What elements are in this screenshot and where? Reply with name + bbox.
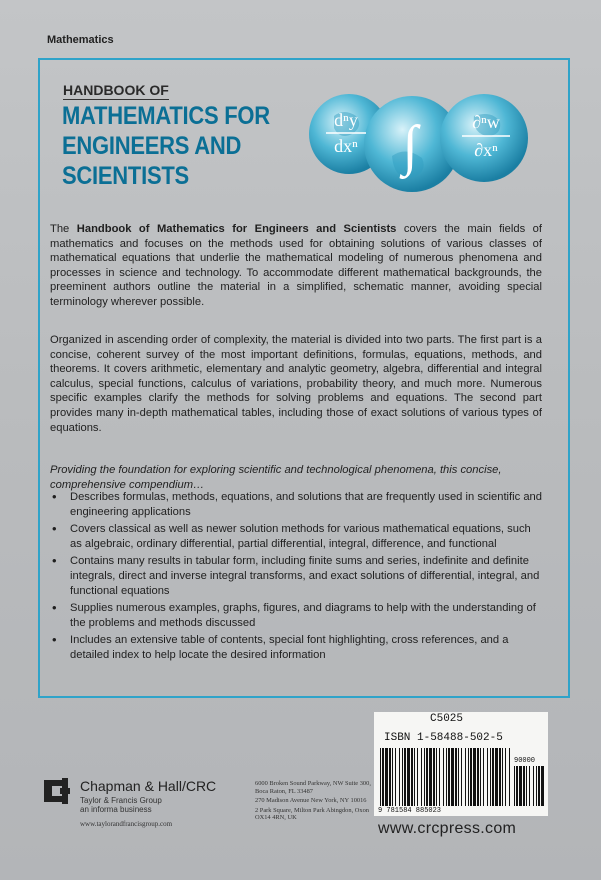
barcode-bar <box>451 748 454 806</box>
barcode-bar <box>516 766 518 806</box>
barcode-bar <box>499 748 501 806</box>
barcode-image <box>380 748 512 806</box>
address-item: 6000 Broken Sound Parkway, NW Suite 300, Boca Raton, FL 33487 <box>255 780 371 795</box>
barcode-bar <box>382 748 384 806</box>
publisher-group <box>80 796 162 814</box>
feature-item: • Describes formulas, methods, equations, and solutions that are frequently used in scientific and engineering applications <box>50 490 545 519</box>
barcode-bar <box>448 748 450 806</box>
barcode-bar <box>458 748 459 806</box>
barcode-bar <box>426 748 428 806</box>
barcode-bar <box>505 748 506 806</box>
isbn-text: ISBN 1-58488-502-5 <box>384 732 503 744</box>
publisher-group-line-2: an informa business <box>80 805 152 814</box>
feature-item: • Covers classical as well as newer solution methods for various mathematical equations, such as algebraic, ordinary differential, partial differential, integral, difference, and functional <box>50 522 545 551</box>
barcode-bar <box>483 748 484 806</box>
barcode-bar <box>429 748 432 806</box>
title-line-1: MATHEMATICS FOR <box>62 102 270 130</box>
barcode-bar <box>487 748 488 806</box>
barcode-bar <box>509 748 510 806</box>
website-url: www.crcpress.com <box>378 820 517 837</box>
description-paragraph-1 <box>50 222 542 310</box>
publisher-logo-icon <box>42 776 72 806</box>
globe-right <box>440 94 528 182</box>
description-paragraph-2: Organized in ascending order of complexity, the material is divided into two parts. The first part is a concise, coherent survey of the most important definitions, formulas, equations, methods, and theorems. It covers arithmetic, elementary and analytic geometry, algebra, differential and integral calculus, special functions, calculus of variations, probability theory, and much more. Numerous specific examples clarify the methods for solving problems and equations. The second part provides many in-depth mathematical tables, including those of exact solutions of various types of equations. <box>50 334 542 434</box>
description-paragraph-3: Providing the foundation for exploring scientific and technological phenomena, this concise, comprehensive compendium… <box>50 464 502 491</box>
barcode-bar <box>538 766 540 806</box>
barcode-bar <box>407 748 410 806</box>
publisher-name: Chapman & Hall/CRC <box>80 778 217 794</box>
barcode-bar <box>480 748 481 806</box>
publisher-addresses <box>255 780 373 824</box>
feature-item: • Includes an extensive table of contents, special font highlighting, cross references, and a detailed index to help locate the desired information <box>50 633 545 662</box>
paragraph-1-body: covers the main fields of mathematics and focuses on the methods used for obtaining solutions of various classes of mathematical equations that underlie the mathematical modeling of numerous phenomena and processes in science and technology. To accommodate different mathematical backgrounds, the preeminent authors outline the material in a simplified, schematic manner, avoiding special terminology wherever possible. <box>50 223 542 308</box>
barcode-bar <box>465 748 466 806</box>
barcode-bar <box>421 748 422 806</box>
barcode-bar <box>536 766 537 806</box>
barcode-bar <box>380 748 381 806</box>
feature-item: • Supplies numerous examples, graphs, figures, and diagrams to help with the understanding of the problems and methods discussed <box>50 601 545 630</box>
barcode-bar <box>461 748 462 806</box>
formula-integral: ∫ <box>402 115 418 177</box>
barcode-digits: 9 781584 885023 <box>378 807 442 815</box>
barcode-bar <box>529 766 530 806</box>
category-label: Mathematics <box>47 34 114 46</box>
barcode-bar <box>385 748 388 806</box>
barcode-bar <box>473 748 476 806</box>
barcode-bar <box>404 748 406 806</box>
barcode-bar <box>477 748 479 806</box>
barcode-bar <box>495 748 498 806</box>
address-item: 270 Madison Avenue New York, NY 10016 <box>255 797 367 805</box>
barcode-bar <box>411 748 413 806</box>
barcode-bar <box>541 766 544 806</box>
publisher-group-line-1: Taylor & Francis Group <box>80 796 162 805</box>
barcode-bar <box>455 748 457 806</box>
catalog-code: C5025 <box>430 713 464 725</box>
barcode-bar <box>399 748 400 806</box>
formula-right-num: ∂ⁿw <box>472 112 500 132</box>
barcode-bar <box>433 748 435 806</box>
price-code: 90000 <box>514 757 536 765</box>
book-title <box>62 101 291 191</box>
feature-item: • Contains many results in tabular form, including finite sums and series, indefinite and definite integrals, direct and inverse integral transforms, and exact solutions of differential, integral, and functional equations <box>50 554 545 598</box>
price-barcode-image <box>514 766 544 806</box>
formula-left-num: dⁿy <box>334 110 358 130</box>
handbook-label: HANDBOOK OF <box>63 82 169 98</box>
title-line-3: SCIENTISTS <box>62 162 189 190</box>
features-list <box>50 490 545 666</box>
barcode-bar <box>526 766 527 806</box>
barcode-bar <box>395 748 396 806</box>
barcode-bar <box>424 748 425 806</box>
barcode-bar <box>439 748 440 806</box>
barcode-bar <box>402 748 403 806</box>
globe-formulas-graphic <box>304 86 544 198</box>
formula-left-den: dxⁿ <box>334 136 358 156</box>
barcode-bar <box>392 748 393 806</box>
paragraph-1-book-name: Handbook of Mathematics for Engineers and Scientists <box>76 223 397 235</box>
formula-right-den: ∂xⁿ <box>474 140 498 160</box>
barcode-bar <box>492 748 494 806</box>
barcode-bar <box>533 766 534 806</box>
barcode-bar <box>417 748 418 806</box>
barcode-bar <box>470 748 472 806</box>
title-line-2: ENGINEERS AND <box>62 132 242 160</box>
barcode-bar <box>519 766 522 806</box>
barcode-bar <box>436 748 437 806</box>
barcode-bar <box>514 766 515 806</box>
barcode-bar <box>414 748 415 806</box>
address-item: 2 Park Square, Milton Park Abingdon, Oxon OX14 4RN, UK <box>255 806 369 822</box>
barcode-bar <box>490 748 491 806</box>
barcode-bar <box>389 748 391 806</box>
barcode-bar <box>446 748 447 806</box>
paragraph-1-prefix: The <box>50 223 77 235</box>
barcode-bar <box>443 748 444 806</box>
publisher-url: www.taylorandfrancisgroup.com <box>80 820 173 828</box>
barcode-bar <box>502 748 503 806</box>
barcode-bar <box>468 748 469 806</box>
barcode-bar <box>523 766 525 806</box>
